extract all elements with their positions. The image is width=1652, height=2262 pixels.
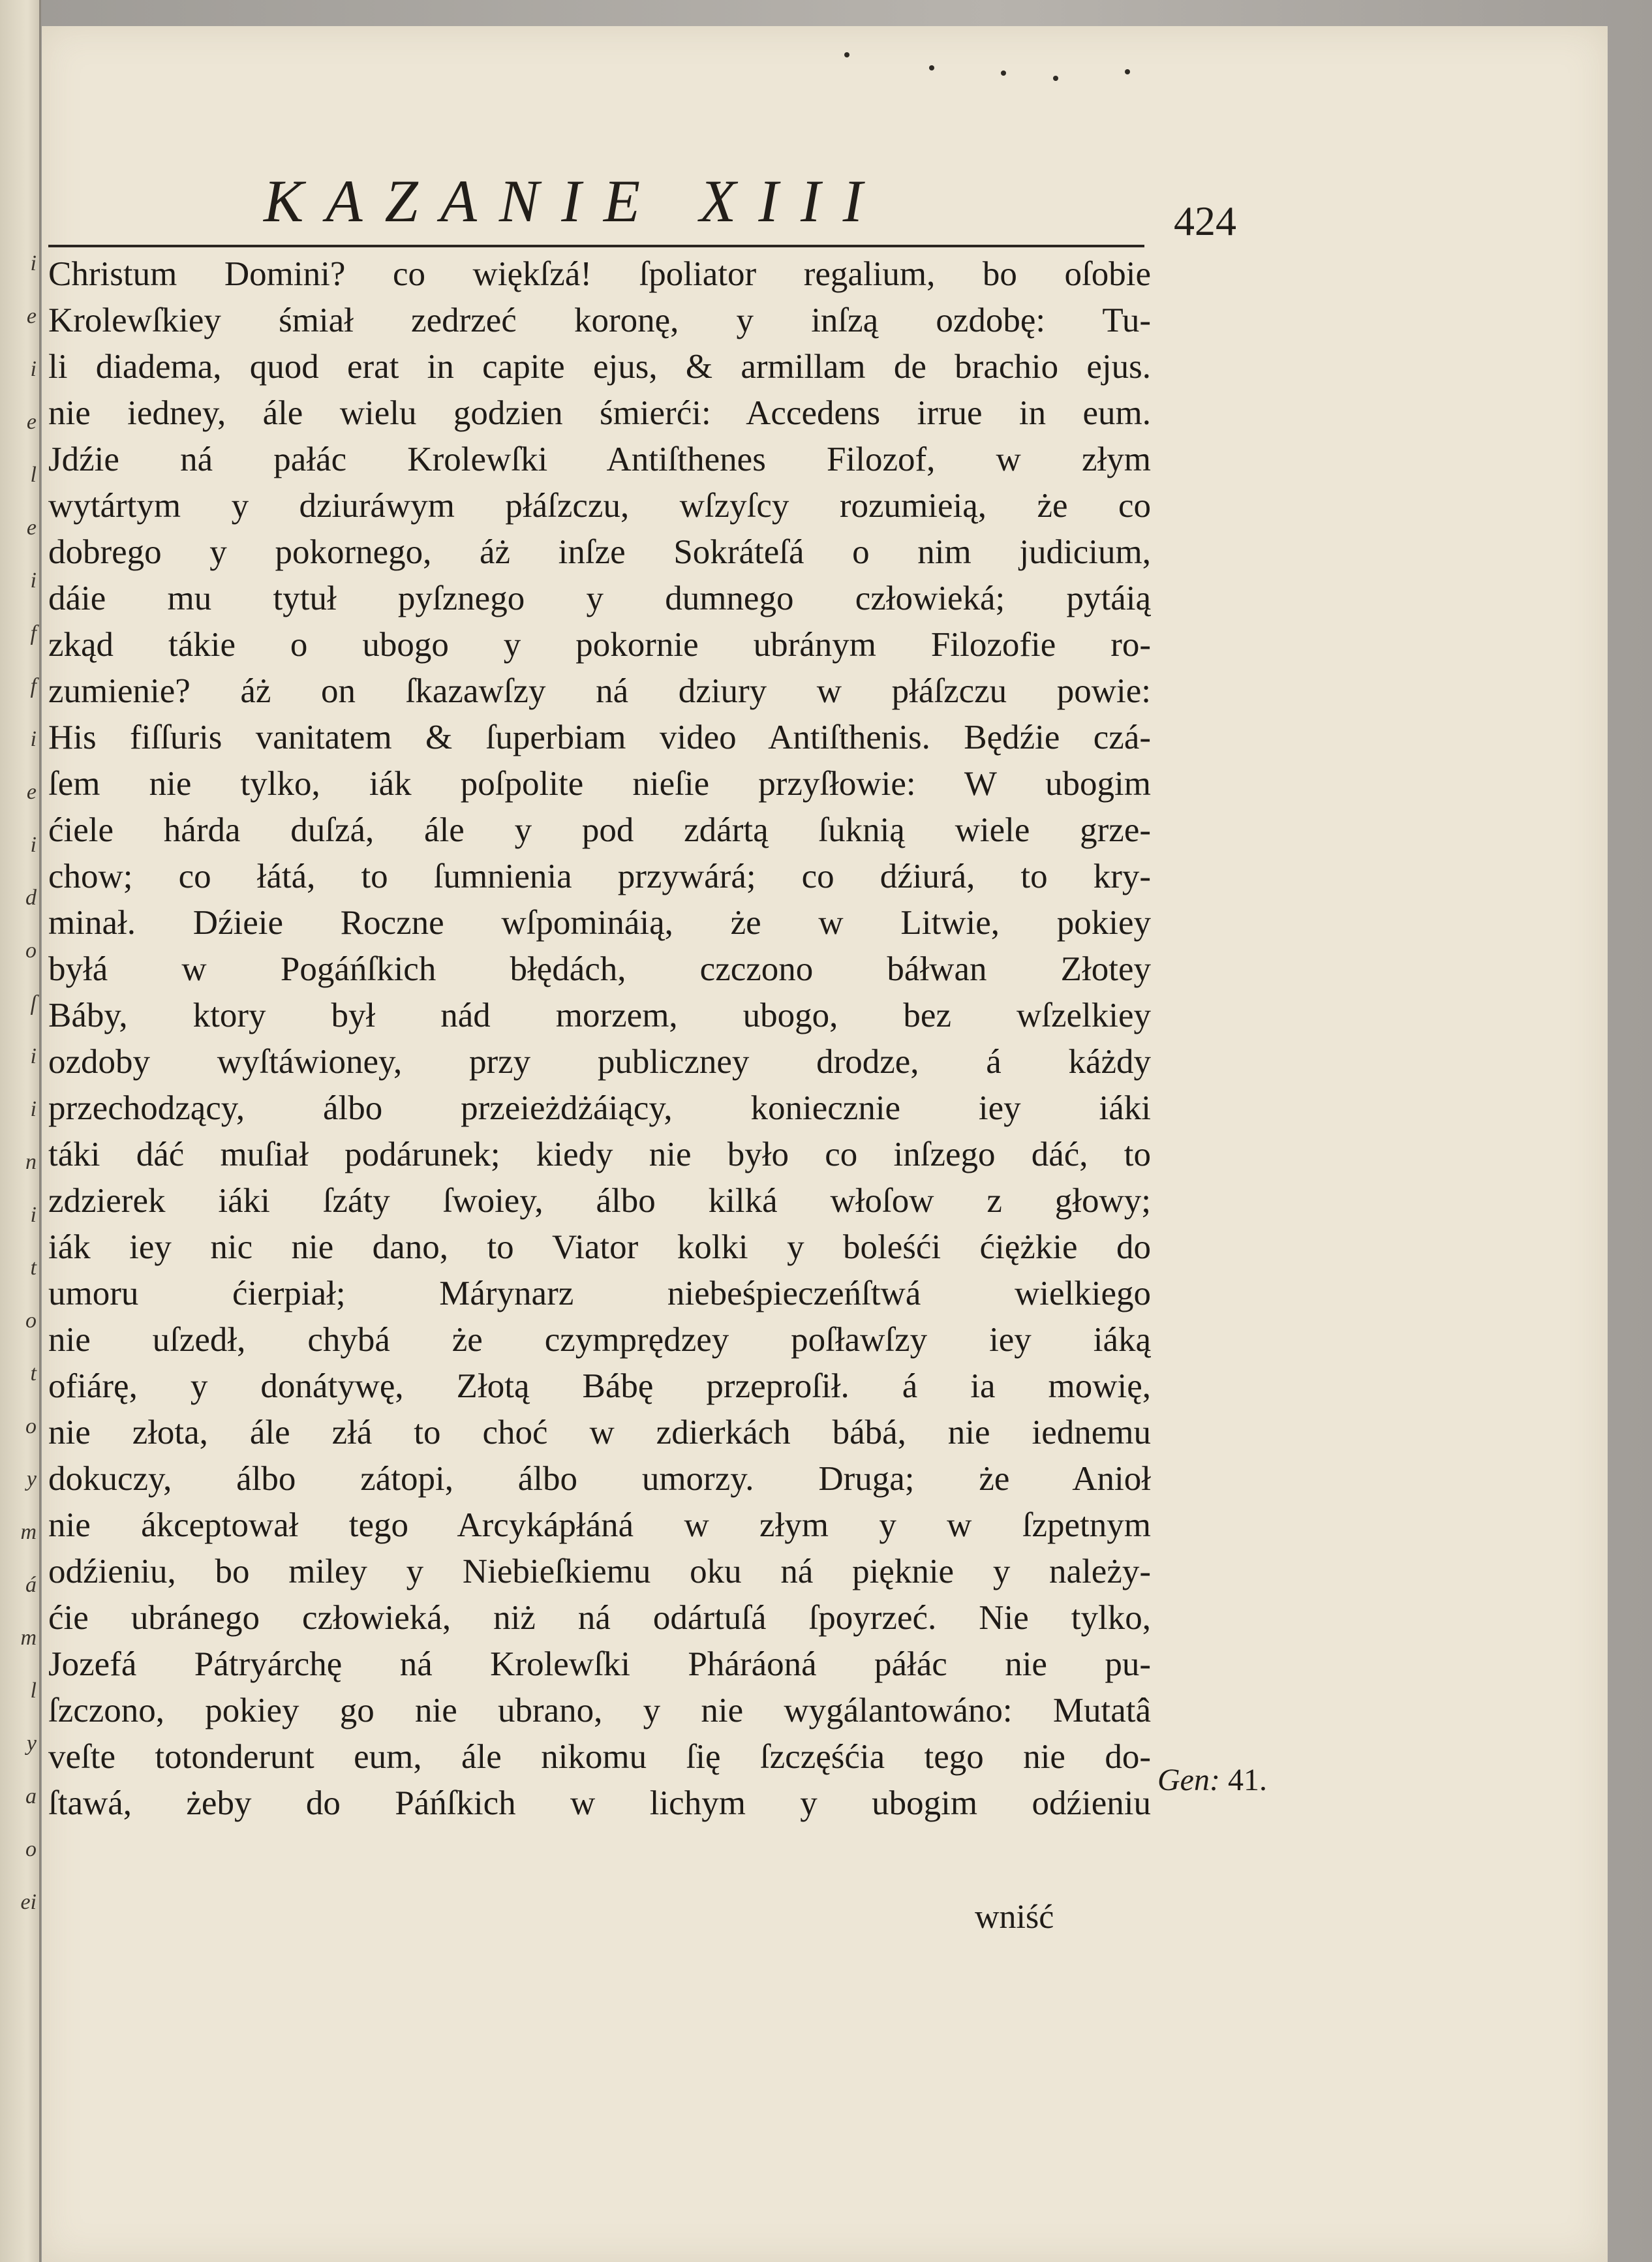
ink-specks (838, 52, 1229, 157)
text-line: odźieniu, bo miley y Niebieſkiemu oku ná pięknie y należy- (48, 1553, 1151, 1590)
text-line: dobrego y pokornego, áż inſze Sokráteſá o nim judicium, (48, 533, 1151, 571)
previous-page-letter: i (30, 251, 37, 275)
previous-page-letter: o (25, 1837, 37, 1861)
previous-page-letter: i (30, 357, 37, 381)
previous-page-letter: ſ (30, 991, 37, 1015)
previous-page-letter: i (30, 833, 37, 857)
previous-page-letter: o (25, 1414, 37, 1438)
text-line: ſem nie tylko, iák poſpolite nieſie przyſłowie: W ubogim (48, 765, 1151, 803)
text-line: li diadema, quod erat in capite ejus, & armillam de brachio ejus. (48, 348, 1151, 386)
previous-page-letter: f (30, 621, 37, 645)
body-text (48, 251, 1151, 1827)
previous-page-letter: l (30, 1679, 37, 1703)
text-line: ſzczono, pokiey go nie ubrano, y nie wygálantowáno: Mutatâ (48, 1692, 1151, 1729)
text-line: zdzierek iáki ſzáty ſwoiey, álbo kilká włoſow z głowy; (48, 1182, 1151, 1220)
previous-page-letter: m (20, 1520, 37, 1544)
text-line: Krolewſkiey śmiał zedrzeć koronę, y inſzą ozdobę: Tu- (48, 302, 1151, 339)
text-line: zumienie? áż on ſkazawſzy ná dziury w płáſzczu powie: (48, 672, 1151, 710)
previous-page-letter: y (26, 1731, 37, 1756)
previous-page-edge (0, 0, 41, 2262)
text-line: byłá w Pogáńſkich błędách, czczono báłwan Złotey (48, 950, 1151, 988)
previous-page-letter: o (25, 938, 37, 963)
previous-page-letter: l (30, 463, 37, 487)
previous-page-letter: t (30, 1256, 37, 1280)
previous-page-letter: e (26, 516, 37, 540)
header-rule (48, 245, 1144, 247)
previous-page-letter: o (25, 1309, 37, 1333)
book-page (42, 26, 1608, 2262)
text-line: veſte totonderunt eum, ále nikomu ſię ſzczęśćia tego nie do- (48, 1738, 1151, 1776)
previous-page-letter: t (30, 1361, 37, 1386)
previous-page-letter: i (30, 1044, 37, 1068)
previous-page-letter: i (30, 568, 37, 593)
previous-page-letter: e (26, 780, 37, 804)
text-line: minał. Dźieie Roczne wſpomináią, że w Litwie, pokiey (48, 904, 1151, 942)
previous-page-letter: ei (20, 1890, 37, 1914)
text-line: Báby, ktory był nád morzem, ubogo, bez wſzelkiey (48, 997, 1151, 1034)
text-line: Christum Domini? co więkſzá! ſpoliator regalium, bo oſobie (48, 255, 1151, 293)
text-line: ozdoby wyſtáwioney, przy publiczney drodze, á káżdy (48, 1043, 1151, 1081)
text-line: táki dáć muſiał podárunek; kiedy nie było co inſzego dáć, to (48, 1136, 1151, 1173)
margin-reference-chapter: 41. (1227, 1763, 1267, 1797)
previous-page-letter: f (30, 674, 37, 698)
margin-reference (1157, 1762, 1267, 1798)
previous-page-letter: i (30, 727, 37, 751)
previous-page-letter: e (26, 304, 37, 328)
text-line: nie uſzedł, chybá że czymprędzey poſławſzy iey iáką (48, 1321, 1151, 1359)
text-line: nie iedney, ále wielu godzien śmierći: Accedens irrue in eum. (48, 394, 1151, 432)
text-line: ćiele hárda duſzá, ále y pod zdártą ſuknią wiele grze- (48, 811, 1151, 849)
text-line: nie ákceptował tego Arcykápłáná w złym y w ſzpetnym (48, 1506, 1151, 1544)
margin-reference-book: Gen: (1157, 1763, 1220, 1797)
text-line: ćie ubránego człowieká, niż ná odártuſá ſpoyrzeć. Nie tylko, (48, 1599, 1151, 1637)
text-line: ſtawá, żeby do Páńſkich w lichym y ubogim odźieniu (48, 1784, 1151, 1822)
text-line: iák iey nic nie dano, to Viator kolki y boleśći ćiężkie do (48, 1228, 1151, 1266)
text-line: Jozefá Pátryárchę ná Krolewſki Pháráoná páłác nie pu- (48, 1645, 1151, 1683)
text-line: Jdźie ná pałác Krolewſki Antiſthenes Filozof, w złym (48, 441, 1151, 478)
previous-page-letter: á (25, 1573, 37, 1597)
text-line: umoru ćierpiał; Márynarz niebeśpieczeńſtwá wielkiego (48, 1275, 1151, 1312)
text-line: His fiſſuris vanitatem & ſuperbiam video Antiſthenis. Będźie czá- (48, 719, 1151, 756)
previous-page-letter: y (26, 1467, 37, 1491)
text-line: zkąd tákie o ubogo y pokornie ubránym Filozofie ro- (48, 626, 1151, 664)
previous-page-letters (4, 0, 37, 2262)
text-line: chow; co łátá, to ſumnienia przywárá; co dźiurá, to kry- (48, 858, 1151, 895)
previous-page-letter: m (20, 1626, 37, 1650)
previous-page-letter: a (25, 1784, 37, 1808)
running-head: KAZANIE XIII (264, 168, 885, 234)
text-line: przechodzący, álbo przeieżdżáiący, koniecznie iey iáki (48, 1089, 1151, 1127)
catchword: wniść (975, 1898, 1054, 1936)
text-line: dokuczy, álbo zátopi, álbo umorzy. Druga; że Anioł (48, 1460, 1151, 1498)
previous-page-letter: n (25, 1150, 37, 1174)
text-line: nie złota, ále złá to choć w zdierkách bábá, nie iednemu (48, 1414, 1151, 1451)
page-number: 424 (1174, 198, 1236, 244)
previous-page-letter: i (30, 1203, 37, 1227)
text-line: ofiárę, y donátywę, Złotą Bábę przeproſił. á ia mowię, (48, 1367, 1151, 1405)
text-line: wytártym y dziuráwym płáſzczu, wſzyſcy rozumieią, że co (48, 487, 1151, 525)
previous-page-letter: i (30, 1097, 37, 1121)
previous-page-letter: d (25, 886, 37, 910)
previous-page-letter: e (26, 410, 37, 434)
text-line: dáie mu tytuł pyſznego y dumnego człowieká; pytáią (48, 580, 1151, 617)
